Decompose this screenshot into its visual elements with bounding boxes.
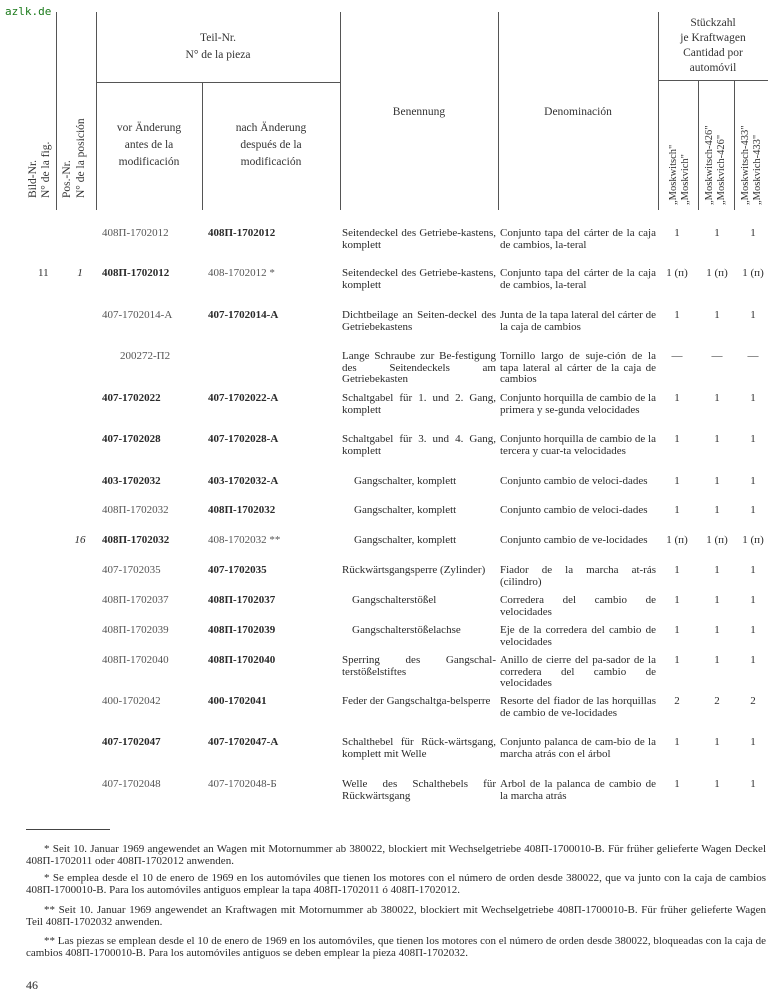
header-rule [658,80,768,81]
footnote-rule [26,829,110,830]
header-divider [734,80,735,210]
pos-header-es: N° de la posición [75,118,87,198]
moskvich-426-header-es: „Moskvich-426" [716,134,727,205]
footnote: ** Las piezas se emplean desde el 10 de enero de 1969 en los automóviles, que tienen los motores con el número de orden desde 380022, bloqueadas con la caja de cambios 408П-1700010-B. Para los automóviles antiguos se deben emplear la pieza 408П-1702032. [26,935,766,960]
header-rule [96,82,340,83]
moskvich-header-es: „Moskvich" [680,154,691,205]
stueckzahl-header: Stückzahl je Kraftwagen Cantidad por automóvil [680,17,746,74]
page-number: 46 [26,978,38,992]
teil-header: Teil-Nr. N° de la pieza [185,32,251,61]
pos-header: Pos.-Nr. [61,160,73,198]
footnote: ** Seit 10. Januar 1969 angewendet an Kraftwagen mit Motornummer ab 380022, blockiert mit Wechselgetriebe 408П-1700010-B. Für früher gelieferte Wagen Teil 408П-1702032 anwenden. [26,904,766,929]
moskvich-426-header: „Moskwitsch-426" [704,125,715,205]
watermark: azlk.de [5,5,52,18]
bild-header: Bild-Nr. [27,159,39,198]
denominacion-header: Denominación [544,106,612,118]
vor-header: vor Änderung antes de la modificación [116,122,182,168]
footnote: * Seit 10. Januar 1969 angewendet an Wagen mit Motornummer ab 380022, blockiert mit Wechselgetriebe 408П-1700010-B. Für früher gelieferte Wagen Deckel 408П-1702011 oder 408П-1702012 anwenden. [26,843,766,868]
benennung-header: Benennung [392,106,446,118]
footnote: * Se emplea desde el 10 de enero de 1969 en los automóviles que tienen los motores con el número de orden desde 380022, que va junto con la caja de cambios 408П-1700010-B. Para los automóviles antiguos emplear la tapa 408П-1702011 ó 408П-1702012. [26,872,766,897]
header-divider [56,12,57,210]
moskvich-433-header: „Moskwitsch-433" [740,125,751,205]
moskvich-433-header-es: „Moskvich-433" [752,134,763,205]
bild-header-es: N° de la fig. [40,141,52,198]
header-divider [698,80,699,210]
moskvich-header: „Moskwitsch" [668,144,679,205]
nach-header: nach Änderung después de la modificación [235,122,307,168]
